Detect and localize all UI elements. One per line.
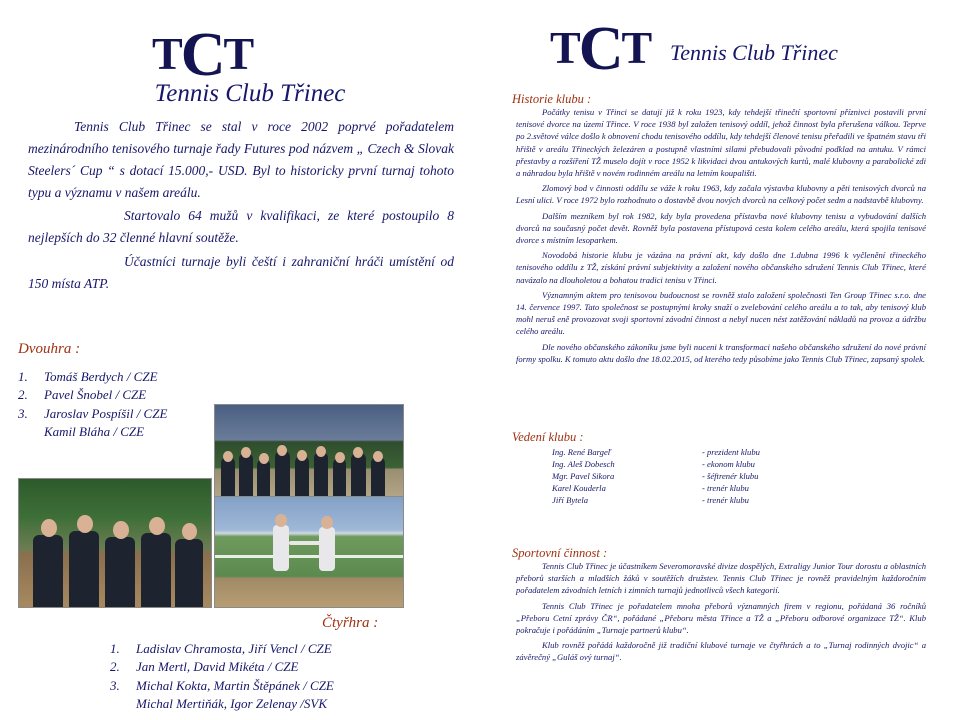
logo-letter-t2-right: T [621, 22, 651, 73]
table-row [552, 446, 760, 458]
singles-index-2: 2. [18, 387, 28, 403]
list-item [18, 405, 167, 423]
list-item [18, 368, 167, 386]
doubles-section-heading: Čtyřhra : [322, 615, 379, 631]
doubles-name-3: Michal Kokta, Martin Štěpánek / CZE [136, 677, 334, 693]
sport-text-block [516, 560, 926, 667]
table-row [552, 482, 760, 494]
club-title-right: Tennis Club Třinec [670, 40, 838, 65]
management-role-3: - šéftrenér klubu [702, 471, 759, 481]
photo-handshake-at-net [214, 496, 404, 608]
list-item [110, 695, 334, 713]
management-name-5: Jiří Bytela [552, 495, 589, 505]
logo-letter-c-right: C [578, 15, 622, 83]
management-name-3: Mgr. Pavel Sikora [552, 471, 615, 481]
history-text-block [516, 106, 926, 368]
management-name-4: Karel Kouderlа [552, 483, 606, 493]
intro-text-block [28, 116, 454, 297]
intro-paragraph-3: Účastníci turnaje byli čeští i zahraniční hráči umístění od 150 místa ATP. [28, 254, 454, 292]
list-item [18, 386, 167, 404]
sport-paragraph-3: Klub rovněž pořádá každoročně již tradiční klubové turnaje ve čtyřhrách a to „Turnaj rodinných dvojic“ a závěrečný „Guláš ový turnaj“. [516, 640, 926, 663]
list-item [110, 640, 334, 658]
intro-paragraph-1: Tennis Club Třinec se stal v roce 2002 poprvé pořadatelem mezinárodního tenisového turnaje řady Futures pod názvem „ Czech & Slovak Steelers´ Cup “ s dotací 15.000,- USD. Byl to historicky první turnaj tohoto typu a významu v našem areálu. [28, 119, 454, 200]
singles-name-1: Tomáš Berdych / CZE [44, 369, 158, 384]
management-section-heading: Vedení klubu : [512, 430, 584, 444]
intro-paragraph-2: Startovalo 64 mužů v kvalifikaci, ze které postoupilo 8 nejlepších do 32 členné hlavní soutěže. [28, 208, 454, 246]
logo-letter-t1-right: T [550, 22, 579, 73]
doubles-index-1: 1. [110, 641, 120, 656]
singles-player-list [18, 368, 167, 442]
singles-name-3: Jaroslav Pospíšil / CZE [44, 405, 168, 421]
singles-index-3: 3. [18, 405, 28, 421]
doubles-name-1: Ladislav Chramosta, Jiří Vencl / CZE [136, 641, 332, 656]
table-row [552, 494, 760, 506]
sport-section-heading: Sportovní činnost : [512, 546, 608, 560]
doubles-name-4: Michal Mertiňák, Igor Zelenay /SVK [136, 696, 327, 712]
history-paragraph-6: Dle nového občanského zákoníku jsme byli nuceni k transformaci našeho občanského sdružení do nové právní formy spolku. K tomuto aktu došlo dne 18.02.2015, od kterého tedy působíme jako Tennis Club Třinec, zapsaný spolek. [516, 341, 926, 364]
club-logo-left [152, 18, 253, 89]
singles-name-4: Kamil Bláha / CZE [44, 424, 145, 440]
management-role-4: - trenér klubu [702, 483, 749, 493]
list-item [18, 423, 167, 441]
history-paragraph-4: Novodobá historie klubu je vázána na právní akt, kdy došlo dne 1.dubna 1996 k vyčlenění třineckého tenisového oddílu z TŽ, získání právní subjektivity a založení nového občanského sdružení Tennis Club Třinec, které navázalo na dlouholetou a bohatou tradici tenisu v Třinci. [516, 250, 926, 285]
club-title-left: Tennis Club Třinec [154, 80, 346, 107]
singles-name-2: Pavel Šnobel / CZE [44, 387, 147, 403]
history-paragraph-2: Zlomový bod v činnosti oddílu se váže k roku 1963, kdy začala výstavba klubovny a pěti tenisových dvorců na Lesní ulici. V roce 1972 bylo rozhodnuto o dostavbě dvou nových dvorců na celkový počet sedm a nadstavbě klubovny. [516, 183, 926, 206]
doubles-player-list [110, 640, 334, 714]
doubles-name-2: Jan Mertl, David Mikéta / CZE [136, 659, 299, 675]
management-role-1: - prezident klubu [702, 447, 760, 457]
list-item [110, 658, 334, 676]
list-item [110, 677, 334, 695]
sport-paragraph-1: Tennis Club Třinec je účastníkem Severomoravské divize dospělých, Extraligy Junior Tour dorostu a oblastních přeborů starších a mladších žáků v soutěžích družstev. Tennis Club Třinec je rovněž pravidelným každoročním pořadatelem závodních letních i zimních turnajů jednotlivců všech kategorií. [516, 561, 926, 596]
logo-letter-t1: T [152, 28, 181, 79]
doubles-index-3: 3. [110, 677, 120, 693]
management-role-2: - ekonom klubu [702, 459, 755, 469]
logo-letter-t2: T [223, 28, 253, 79]
history-section-heading: Historie klubu : [512, 92, 592, 106]
management-name-2: Ing. Aleš Dobesch [552, 459, 615, 469]
management-role-5: - trenér klubu [702, 495, 749, 505]
management-name-1: Ing. René Bargeľ [552, 447, 611, 457]
history-paragraph-5: Významným aktem pro tenisovou budoucnost se rovněž stalo založení společnosti Ten Group Třinec s.r.o. dne 14. července 1997. Tato společnost se postupnými kroky snaží o zvelebování celého areálu a to tak, aby tenisový klub mohl neruš eně provozovat svoji sportovní závodní činnost a nebyl nucen nést zatěžování nákladů na provoz a údržbu celého areálu. [516, 289, 926, 337]
photo-officials-group [18, 478, 212, 608]
club-logo-right [550, 12, 651, 83]
sport-paragraph-2: Tennis Club Třinec je pořadatelem mnoha přeborů významných firem v regionu, pořádaná 36 ročníků „Přeboru Cetní zprávy ČR“, pořádané „Přeboru města Třince a TŽ a „Přeboru odborové organizace TŽ“. Klub pokračuje i pořádáním „Turnaje partnerů klubu“. [516, 600, 926, 636]
singles-section-heading: Dvouhra : [18, 341, 81, 357]
history-paragraph-3: Dalším mezníkem byl rok 1982, kdy byla provedena přístavba nové klubovny tenisu a vybudování dalších dvorců na současný počet devět. Rovněž byla postavena přístupová cesta kolem celého areálu, která spojila tenisové dvorce s místním lesoparkem. [516, 210, 926, 246]
table-row [552, 458, 760, 470]
logo-letter-c: C [180, 21, 224, 89]
photo-group-ceremony [214, 404, 404, 498]
history-paragraph-1: Počátky tenisu v Třinci se datují již k roku 1923, kdy tehdejší třinečtí sportovní příznivci postavili první tenisové dvorce na území Třince. V roce 1938 byl založen tenisový oddíl, jehož činnost byla přerušena válkou. Teprve po 2.světové válce došlo k obnovení chodu tenisového oddílu, kdy tehdejší členové tenisu přeřadili ve špatném stavu tři hřiště v areálu Třineckých železáren a postupně vlastními silami přebudovali původní podklad na antuku. V rámci přestavby a rozšíření TŽ muselo dojít v roce 1952 k likvidaci dvou antukových kurtů, malé klubovny a parabolické zdi a náhradou byla hřiště v novém rodinném areálu na letním koupališti. [516, 107, 926, 179]
doubles-index-2: 2. [110, 659, 120, 675]
right-page-panel [480, 0, 960, 720]
singles-index-1: 1. [18, 369, 28, 384]
management-table [552, 446, 760, 506]
table-row [552, 470, 760, 482]
